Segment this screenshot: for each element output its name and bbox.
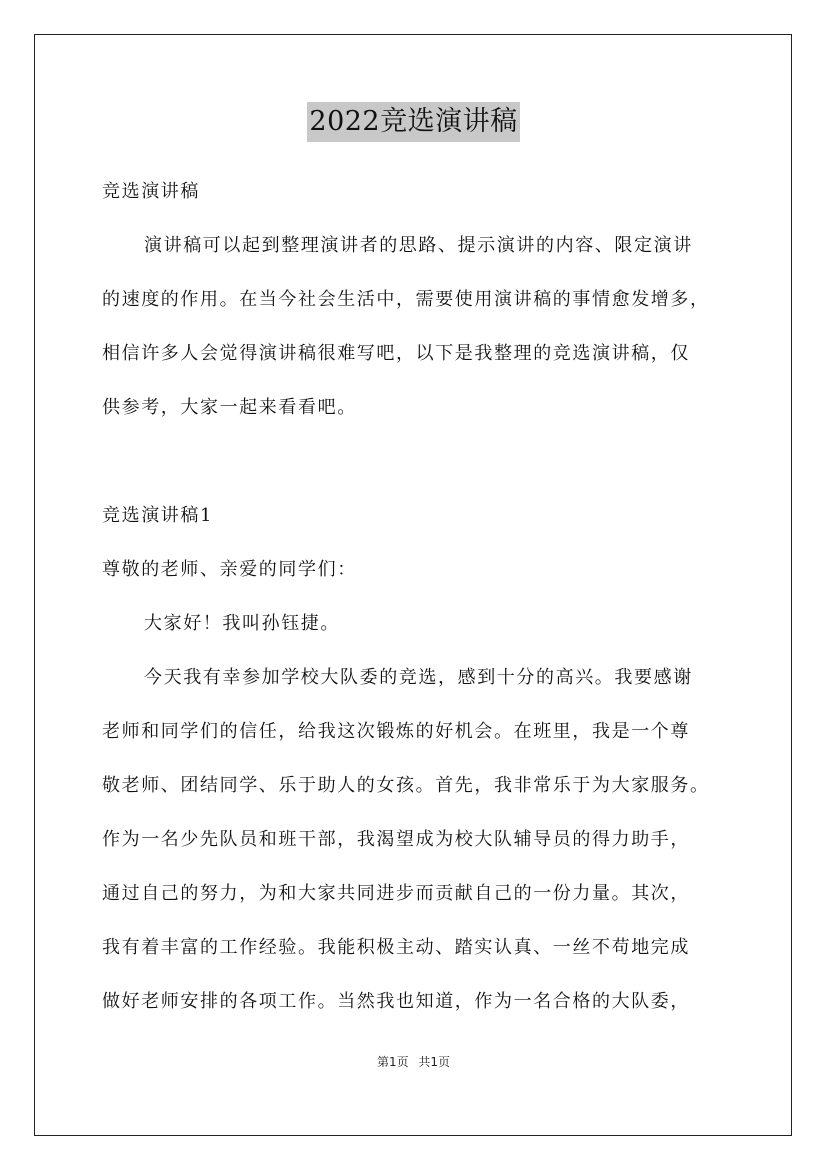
paragraph-line: 我有着丰富的工作经验。我能积极主动、踏实认真、一丝不苟地完成: [102, 937, 690, 958]
page-footer: [0, 1053, 827, 1070]
paragraph-line: 作为一名少先队员和班干部，我渴望成为校大队辅导员的得力助手，: [102, 829, 690, 850]
document-title: 2022竞选演讲稿: [307, 102, 519, 142]
section-heading: 竞选演讲稿1: [102, 505, 214, 526]
paragraph-line: 做好老师安排的各项工作。当然我也知道，作为一名合格的大队委，: [102, 991, 690, 1012]
page-number: 第1页: [376, 1055, 409, 1069]
greeting-line: 大家好！我叫孙钰捷。: [144, 613, 340, 634]
paragraph-line: 通过自己的努力，为和大家共同进步而贡献自己的一份力量。其次，: [102, 883, 690, 904]
paragraph-line: 供参考，大家一起来看看吧。: [102, 397, 357, 418]
salutation-line: 尊敬的老师、亲爱的同学们：: [102, 559, 357, 580]
paragraph-line: 老师和同学们的信任，给我这次锻炼的好机会。在班里，我是一个尊: [102, 721, 690, 742]
blank-line: [102, 442, 742, 496]
paragraph-line: 相信许多人会觉得演讲稿很难写吧，以下是我整理的竞选演讲稿，仅: [102, 343, 690, 364]
document-body: [102, 172, 742, 1036]
section-heading: 竞选演讲稿: [102, 181, 200, 202]
paragraph-line: 的速度的作用。在当今社会生活中，需要使用演讲稿的事情愈发增多，: [102, 289, 710, 310]
paragraph-line: 演讲稿可以起到整理演讲者的思路、提示演讲的内容、限定演讲: [144, 235, 693, 256]
title-wrapper: [0, 102, 827, 142]
page-total: 共1页: [418, 1055, 451, 1069]
paragraph-line: 敬老师、团结同学、乐于助人的女孩。首先，我非常乐于为大家服务。: [102, 775, 710, 796]
paragraph-line: 今天我有幸参加学校大队委的竞选，感到十分的高兴。我要感谢: [144, 667, 693, 688]
